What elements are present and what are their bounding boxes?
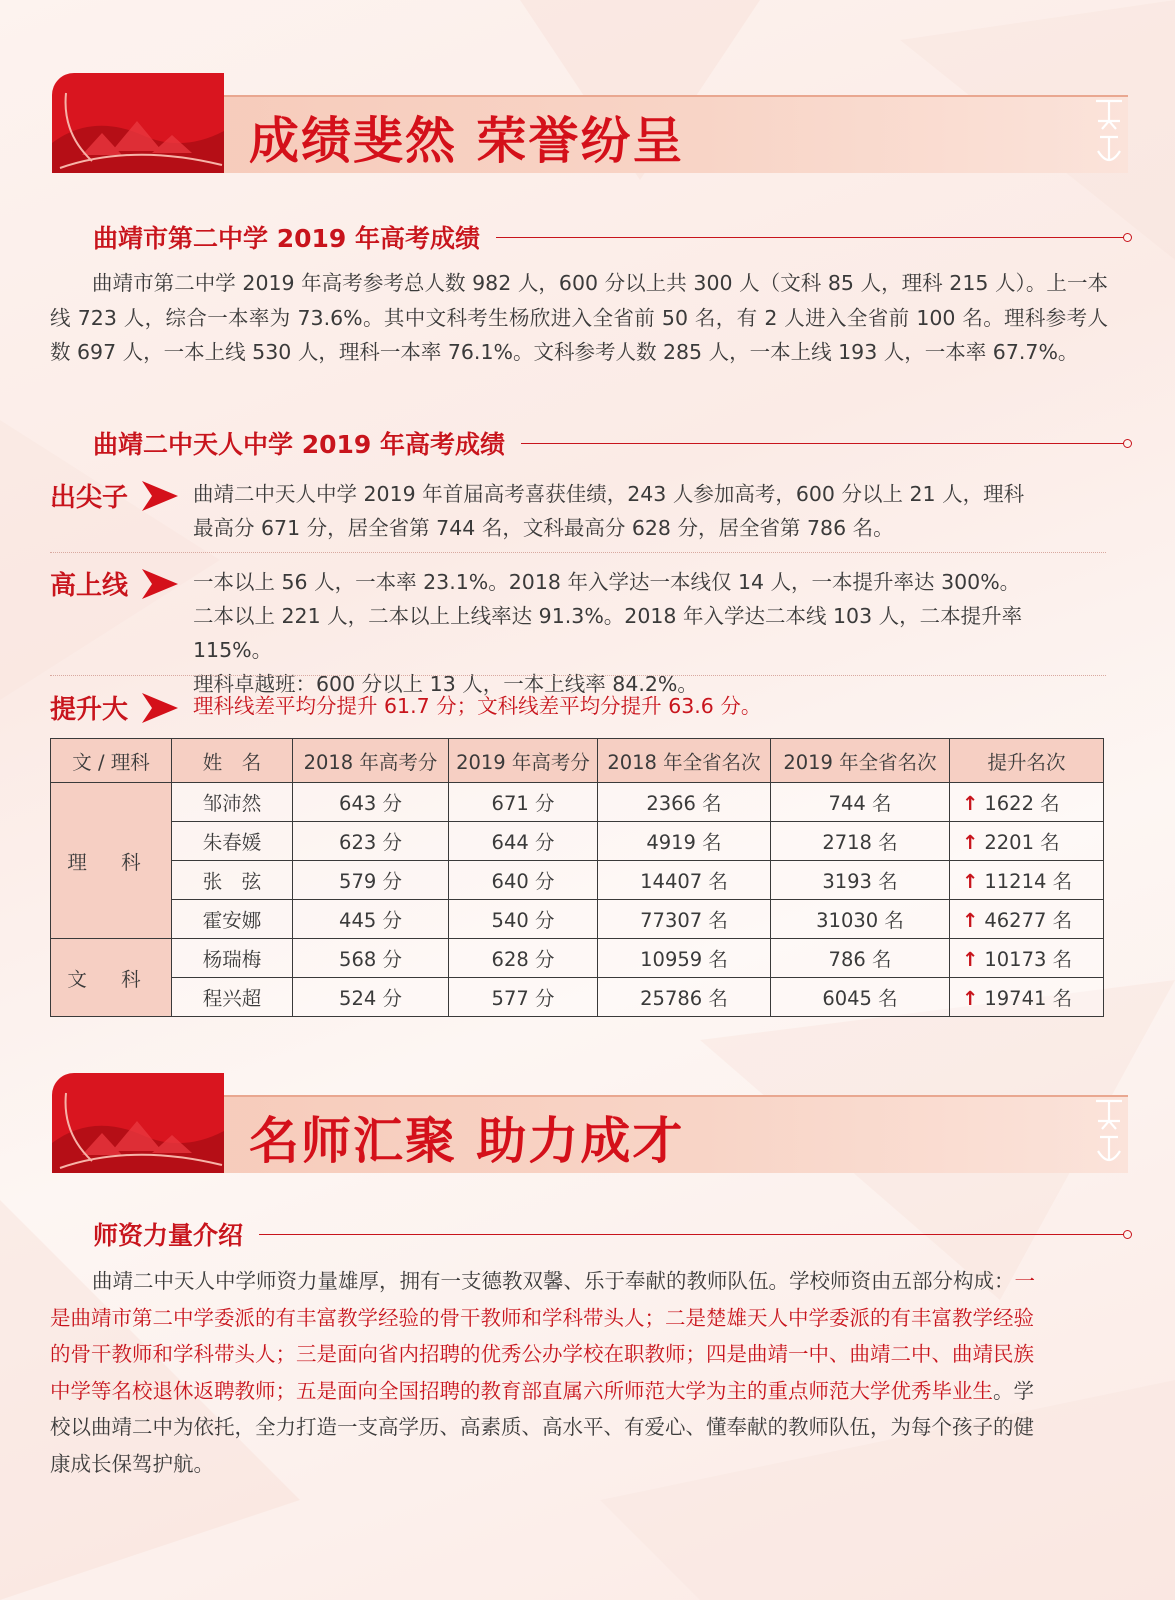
table-row [51, 861, 1104, 900]
up-arrow-icon: ↑ [962, 831, 979, 854]
table-header: 提升名次 [950, 739, 1104, 783]
lift-value: 46277 名 [984, 909, 1073, 932]
table-cell: 77307 名 [598, 900, 771, 939]
highlight-label: 出尖子 [50, 483, 129, 513]
highlight-high-pass-rate [50, 565, 1106, 696]
table-cell: 540 分 [449, 900, 598, 939]
paragraph-line [50, 1373, 1108, 1410]
subheading-text: 师资力量介绍 [93, 1221, 244, 1250]
table-cell: 程兴超 [172, 978, 293, 1017]
table-cell: 25786 名 [598, 978, 771, 1017]
up-arrow-icon: ↑ [962, 909, 979, 932]
table-cell: 568 分 [293, 939, 449, 978]
table-header-row [51, 739, 1104, 783]
subheading-text: 曲靖二中天人中学 2019 年高考成绩 [93, 430, 505, 459]
table-cell-lift [950, 783, 1104, 822]
table-cell: 640 分 [449, 861, 598, 900]
line-red-text: 中学等名校退休返聘教师；五是面向全国招聘的教育部直属六所师范大学为主的重点师范大学优秀毕业生 [50, 1378, 993, 1403]
table-cell-lift [950, 939, 1104, 978]
table-cell: 4919 名 [598, 822, 771, 861]
highlight-line: 最高分 671 分，居全省第 744 名，文科最高分 628 分，居全省第 786 名。 [193, 516, 894, 540]
up-arrow-icon: ↑ [962, 792, 979, 815]
subheading-tianren [93, 425, 1128, 461]
table-cell-lift [950, 861, 1104, 900]
table-cell: 张 弦 [172, 861, 293, 900]
subheading-rule [496, 237, 1128, 238]
highlight-big-improvement [50, 689, 1106, 725]
paragraph-line: 校以曲靖二中为依托，全力打造一支高学历、高素质、高水平、有爱心、懂奉献的教师队伍，为每个孩子的健 [50, 1415, 1034, 1439]
table-cell: 朱春媛 [172, 822, 293, 861]
table-cell: 3193 名 [771, 861, 950, 900]
lift-value: 1622 名 [984, 792, 1060, 815]
table-row [51, 900, 1104, 939]
table-cell: 杨瑞梅 [172, 939, 293, 978]
highlight-top-students [50, 477, 1106, 547]
arrow-right-icon [140, 567, 180, 601]
lift-value: 2201 名 [984, 831, 1060, 854]
pagoda-icon [52, 1073, 224, 1173]
table-cell: 445 分 [293, 900, 449, 939]
table-header: 2018 年全省名次 [598, 739, 771, 783]
table-cell: 邹沛然 [172, 783, 293, 822]
paragraph-line: 康成长保驾护航。 [50, 1451, 214, 1476]
arrow-right-icon [140, 479, 180, 513]
paragraph-line: 的骨干教师和学科带头人；三是面向省内招聘的优秀公办学校在职教师；四是曲靖一中、曲靖二中、曲靖民族 [50, 1342, 1034, 1366]
paragraph-faculty [50, 1263, 1108, 1482]
table-cell: 14407 名 [598, 861, 771, 900]
highlight-body [193, 689, 761, 723]
highlight-line: 二本以上 221 人，二本以上上线率达 91.3%。2018 年入学达二本线 103 人，二本提升率 115%。 [193, 604, 1023, 662]
subheading-faculty [93, 1216, 1128, 1252]
highlight-label: 高上线 [50, 571, 129, 601]
dotted-divider [50, 552, 1106, 553]
table-header: 2019 年高考分 [449, 739, 598, 783]
subheading-rule [521, 443, 1128, 444]
line-text: 。学 [993, 1378, 1034, 1403]
highlight-label: 提升大 [50, 695, 129, 725]
up-arrow-icon: ↑ [962, 948, 979, 971]
table-cell: 643 分 [293, 783, 449, 822]
table-cell-lift [950, 978, 1104, 1017]
highlight-line: 理科线差平均分提升 61.7 分；文科线差平均分提升 63.6 分。 [193, 694, 762, 718]
lift-value: 10173 名 [984, 948, 1073, 971]
line-text: 曲靖二中天人中学师资力量雄厚，拥有一支德教双馨、乐于奉献的教师队伍。学校师资由五部分构成： [92, 1269, 1015, 1293]
table-cell-lift [950, 822, 1104, 861]
table-cell: 6045 名 [771, 978, 950, 1017]
table-cell: 744 名 [771, 783, 950, 822]
table-header: 2019 年全省名次 [771, 739, 950, 783]
group-cell-arts: 文 科 [51, 939, 172, 1017]
subheading-text: 曲靖市第二中学 2019 年高考成绩 [93, 224, 480, 253]
table-cell: 644 分 [449, 822, 598, 861]
banner-line [224, 95, 1128, 97]
table-cell: 524 分 [293, 978, 449, 1017]
seal-logo-icon [1092, 1093, 1126, 1173]
section-title: 名师汇聚 助力成才 [249, 1111, 685, 1170]
table-cell: 623 分 [293, 822, 449, 861]
paragraph-line [50, 1263, 1108, 1300]
paragraph-line: 是曲靖市第二中学委派的有丰富教学经验的骨干教师和学科带头人；二是楚雄天人中学委派的有丰富教学经验 [50, 1305, 1034, 1330]
up-arrow-icon: ↑ [962, 987, 979, 1010]
highlight-body [193, 477, 1024, 545]
table-row [51, 822, 1104, 861]
table-cell-lift [950, 900, 1104, 939]
section-banner-results [52, 73, 1128, 173]
table-row [51, 783, 1104, 822]
table-cell: 577 分 [449, 978, 598, 1017]
group-cell-science: 理 科 [51, 783, 172, 939]
subheading-rule [259, 1234, 1128, 1235]
table-cell: 579 分 [293, 861, 449, 900]
line-red-text: 一 [1014, 1269, 1035, 1293]
arrow-right-icon [140, 691, 180, 725]
seal-logo-icon [1092, 93, 1126, 173]
dotted-divider [50, 675, 1106, 676]
table-cell: 10959 名 [598, 939, 771, 978]
table-row [51, 978, 1104, 1017]
score-table [50, 738, 1104, 1017]
table-cell: 2366 名 [598, 783, 771, 822]
table-cell: 2718 名 [771, 822, 950, 861]
paragraph-qujing-no2-results: 曲靖市第二中学 2019 年高考参考总人数 982 人，600 分以上共 300 人（文科 85 人，理科 215 人）。上一本线 723 人，综合一本率为 73.6%。其中文科考生杨欣进入全省前 50 名，有 2 人进入全省前 100 名。理科参考人数 697 人，一本上线 530 人，理科一本率 76.1%。文科参考人数 285 人，一本上线 193 人，一本率 67.7%。 [50, 271, 1108, 364]
up-arrow-icon: ↑ [962, 870, 979, 893]
table-cell: 671 分 [449, 783, 598, 822]
highlight-line: 一本以上 56 人，一本率 23.1%。2018 年入学达一本线仅 14 人，一本提升率达 300%。 [193, 570, 1021, 594]
table-header: 2018 年高考分 [293, 739, 449, 783]
subheading-qujing-no2 [93, 219, 1128, 255]
banner-red-block [52, 73, 224, 173]
highlight-body [193, 565, 1106, 701]
section-title: 成绩斐然 荣誉纷呈 [249, 111, 685, 170]
pagoda-icon [52, 73, 224, 173]
banner-red-block [52, 1073, 224, 1173]
table-cell: 786 名 [771, 939, 950, 978]
lift-value: 19741 名 [984, 987, 1073, 1010]
table-header: 文 / 理科 [51, 739, 172, 783]
highlight-line: 曲靖二中天人中学 2019 年首届高考喜获佳绩，243 人参加高考，600 分以上 21 人，理科 [193, 482, 1025, 506]
section-banner-teachers [52, 1073, 1128, 1173]
highlight-line: 理科卓越班：600 分以上 13 人，一本上线率 84.2%。 [193, 672, 698, 696]
table-cell: 628 分 [449, 939, 598, 978]
table-cell: 霍安娜 [172, 900, 293, 939]
table-cell: 31030 名 [771, 900, 950, 939]
banner-line [224, 1095, 1128, 1097]
table-row [51, 939, 1104, 978]
lift-value: 11214 名 [984, 870, 1073, 893]
table-header: 姓 名 [172, 739, 293, 783]
